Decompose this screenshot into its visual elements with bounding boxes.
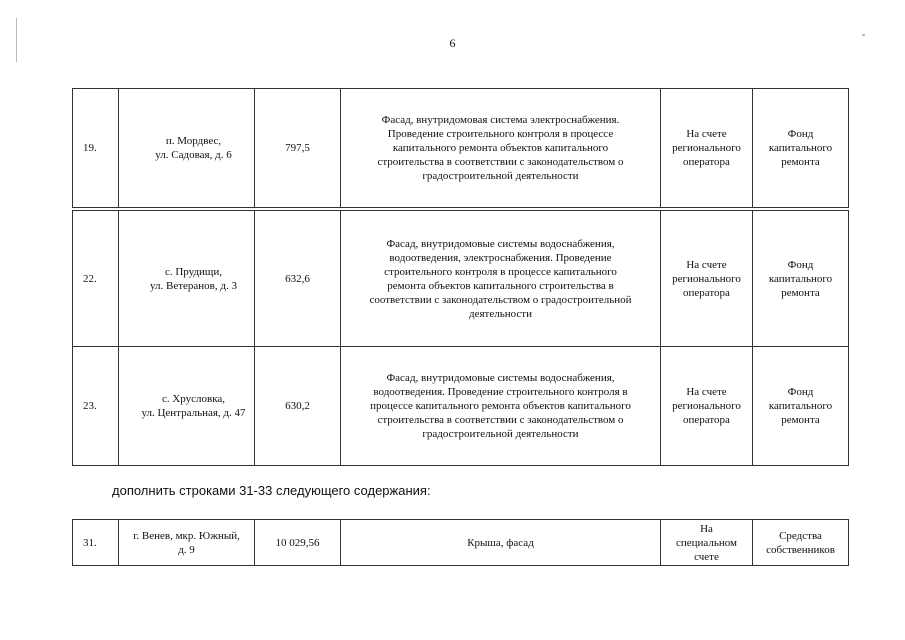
- row-number: 22.: [73, 211, 119, 347]
- row-account: На счете регионального оператора: [661, 211, 753, 347]
- row-number: 31.: [73, 520, 119, 566]
- row-area: 10 029,56: [255, 520, 341, 566]
- table-row: [73, 211, 849, 347]
- row-funding-source: Фонд капитального ремонта: [753, 89, 849, 208]
- row-account: На специальном счете: [661, 520, 753, 566]
- row-account: На счете регионального оператора: [661, 89, 753, 208]
- table-row: [73, 520, 849, 566]
- new-rows-table: [72, 519, 849, 566]
- scan-speck: [16, 18, 17, 62]
- row-area: 632,6: [255, 211, 341, 347]
- addition-note: дополнить строками 31-33 следующего содержания:: [112, 483, 431, 498]
- row-area: 630,2: [255, 347, 341, 466]
- row-area: 797,5: [255, 89, 341, 208]
- row-works: Фасад, внутридомовая система электроснабжения. Проведение строительного контроля в процессе капитального ремонта объектов капитального строительства в соответствии с законодательством о градостроительной деятельности: [341, 89, 661, 208]
- scan-speck: [862, 34, 865, 36]
- row-account: На счете регионального оператора: [661, 347, 753, 466]
- table-row: [73, 347, 849, 466]
- repair-table: [72, 88, 849, 466]
- table-row: [73, 89, 849, 208]
- row-works: Крыша, фасад: [341, 520, 661, 566]
- row-works: Фасад, внутридомовые системы водоснабжения, водоотведения, электроснабжения. Проведение строительного контроля в процессе капитального ремонта объектов капитального строительства в соответствии с законодательством о градостроительной деятельности: [341, 211, 661, 347]
- page-number: 6: [449, 36, 456, 50]
- row-address: с. Хрусловка, ул. Центральная, д. 47: [119, 347, 255, 466]
- row-address: с. Прудищи, ул. Ветеранов, д. 3: [119, 211, 255, 347]
- row-works: Фасад, внутридомовые системы водоснабжения, водоотведения. Проведение строительного контроля в процессе капитального ремонта объектов капитального строительства в соответствии с законодательством о градостроительной деятельности: [341, 347, 661, 466]
- row-funding-source: Фонд капитального ремонта: [753, 347, 849, 466]
- row-address: г. Венев, мкр. Южный, д. 9: [119, 520, 255, 566]
- row-funding-source: Фонд капитального ремонта: [753, 211, 849, 347]
- row-number: 19.: [73, 89, 119, 208]
- row-funding-source: Средства собственников: [753, 520, 849, 566]
- row-number: 23.: [73, 347, 119, 466]
- row-address: п. Мордвес, ул. Садовая, д. 6: [119, 89, 255, 208]
